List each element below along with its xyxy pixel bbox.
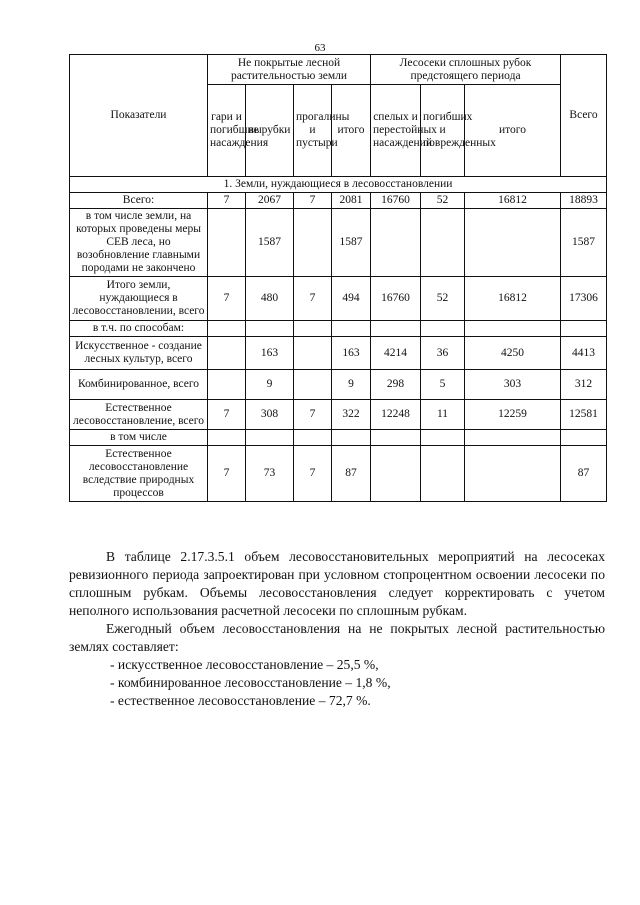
table-cell	[421, 321, 465, 337]
table-row	[70, 400, 607, 430]
table-cell: 36	[421, 337, 465, 370]
paragraph-2: Ежегодный объем лесовосстановления на не покрытых лесной растительностью землях составляет:	[69, 621, 605, 654]
reforestation-table	[69, 54, 607, 502]
header-mature: спелых и перестойных насаждений	[371, 85, 421, 177]
row-label: в т.ч. по способам:	[70, 321, 208, 337]
table-row	[70, 321, 607, 337]
row-label: Естественное лесовосстановление вследствие природных процессов	[70, 446, 208, 502]
section-title: 1. Земли, нуждающиеся в лесовосстановлении	[70, 177, 607, 193]
table-cell: 16760	[371, 193, 421, 209]
table-cell	[371, 321, 421, 337]
row-label: Искусственное - создание лесных культур, всего	[70, 337, 208, 370]
table-cell	[208, 430, 246, 446]
header-group-clearcut: Лесосеки сплошных рубок предстоящего периода	[371, 55, 561, 85]
header-total: Всего	[561, 55, 607, 177]
table-cell	[208, 321, 246, 337]
header-subtotal-2: итого	[465, 85, 561, 177]
table-cell: 2081	[332, 193, 371, 209]
table-cell: 494	[332, 277, 371, 321]
list-item: - естественное лесовосстановление – 72,7 %.	[110, 693, 371, 708]
table-cell: 16812	[465, 277, 561, 321]
table-cell: 12581	[561, 400, 607, 430]
header-group-unforested: Не покрытые лесной растительностью земли	[208, 55, 371, 85]
table-cell	[421, 446, 465, 502]
table-cell: 16760	[371, 277, 421, 321]
table-cell: 322	[332, 400, 371, 430]
table-cell: 87	[561, 446, 607, 502]
table-cell: 18893	[561, 193, 607, 209]
table-cell: 12259	[465, 400, 561, 430]
row-label: в том числе земли, на которых проведены меры СЕВ леса, но возобновление главными породами не закончено	[70, 209, 208, 277]
table-cell: 303	[465, 370, 561, 400]
table-cell: 1587	[332, 209, 371, 277]
table-cell: 5	[421, 370, 465, 400]
table-cell: 16812	[465, 193, 561, 209]
table-cell	[208, 337, 246, 370]
table-row	[70, 277, 607, 321]
table-cell: 9	[246, 370, 294, 400]
table-row	[70, 193, 607, 209]
table-cell: 7	[208, 277, 246, 321]
table-cell: 312	[561, 370, 607, 400]
table-row	[70, 370, 607, 400]
table-cell	[294, 337, 332, 370]
row-label: в том числе	[70, 430, 208, 446]
table-cell	[332, 321, 371, 337]
table-cell: 11	[421, 400, 465, 430]
table-cell	[421, 430, 465, 446]
row-label: Комбинированное, всего	[70, 370, 208, 400]
list-item: - комбинированное лесовосстановление – 1,8 %,	[110, 675, 391, 690]
table-cell: 7	[208, 400, 246, 430]
body-text	[69, 548, 605, 710]
paragraph-1: В таблице 2.17.3.5.1 объем лесовосстановительных мероприятий на лесосеках ревизионного периода запроектирован при условном стопроцентном освоении лесосеки по сплошным рубкам. Объемы лесовосстановления следует корректировать с учетом неполного использования расчетной лесосеки по сплошным рубкам.	[69, 549, 605, 618]
table-cell	[294, 209, 332, 277]
table-cell: 2067	[246, 193, 294, 209]
table-cell	[561, 321, 607, 337]
table-cell: 308	[246, 400, 294, 430]
table-row	[70, 209, 607, 277]
header-subtotal-1: итого	[332, 85, 371, 177]
table-cell: 298	[371, 370, 421, 400]
table-cell: 1587	[246, 209, 294, 277]
table-cell	[465, 446, 561, 502]
table-cell: 12248	[371, 400, 421, 430]
table-cell	[371, 209, 421, 277]
header-indicators: Показатели	[70, 55, 208, 177]
row-label: Естественное лесовосстановление, всего	[70, 400, 208, 430]
table-row	[70, 337, 607, 370]
table-cell: 52	[421, 193, 465, 209]
table-cell: 73	[246, 446, 294, 502]
table-cell: 7	[294, 400, 332, 430]
table-cell	[465, 209, 561, 277]
table-cell: 7	[208, 193, 246, 209]
table-cell	[371, 446, 421, 502]
header-glades: прогалины и пустыри	[294, 85, 332, 177]
table-row	[70, 430, 607, 446]
table-cell	[332, 430, 371, 446]
table-cell	[294, 370, 332, 400]
table-cell: 4250	[465, 337, 561, 370]
table-cell	[561, 430, 607, 446]
table-cell	[208, 209, 246, 277]
table-cell: 7	[208, 446, 246, 502]
header-cutovers: вырубки	[246, 85, 294, 177]
page-number: 63	[314, 42, 326, 54]
table-cell: 480	[246, 277, 294, 321]
table-cell: 1587	[561, 209, 607, 277]
table-cell: 7	[294, 277, 332, 321]
table-cell	[465, 430, 561, 446]
percent-list	[110, 656, 605, 710]
table-cell: 7	[294, 193, 332, 209]
row-label: Итого земли, нуждающиеся в лесовосстановлении, всего	[70, 277, 208, 321]
list-item: - искусственное лесовосстановление – 25,5 %,	[110, 657, 379, 672]
table-cell	[208, 370, 246, 400]
table-cell: 4214	[371, 337, 421, 370]
row-label: Всего:	[70, 193, 208, 209]
table-cell: 7	[294, 446, 332, 502]
table-cell	[465, 321, 561, 337]
table-cell	[246, 430, 294, 446]
table-cell: 163	[246, 337, 294, 370]
table-cell	[294, 430, 332, 446]
header-damaged: погибших и поврежденных	[421, 85, 465, 177]
header-burnt: гари и погибшие насаждения	[208, 85, 246, 177]
table-row	[70, 446, 607, 502]
table-cell	[421, 209, 465, 277]
table-cell	[294, 321, 332, 337]
table-cell: 52	[421, 277, 465, 321]
table-cell: 4413	[561, 337, 607, 370]
table-cell: 17306	[561, 277, 607, 321]
table-cell: 87	[332, 446, 371, 502]
table-cell	[246, 321, 294, 337]
table-cell: 9	[332, 370, 371, 400]
table-cell	[371, 430, 421, 446]
table-cell: 163	[332, 337, 371, 370]
